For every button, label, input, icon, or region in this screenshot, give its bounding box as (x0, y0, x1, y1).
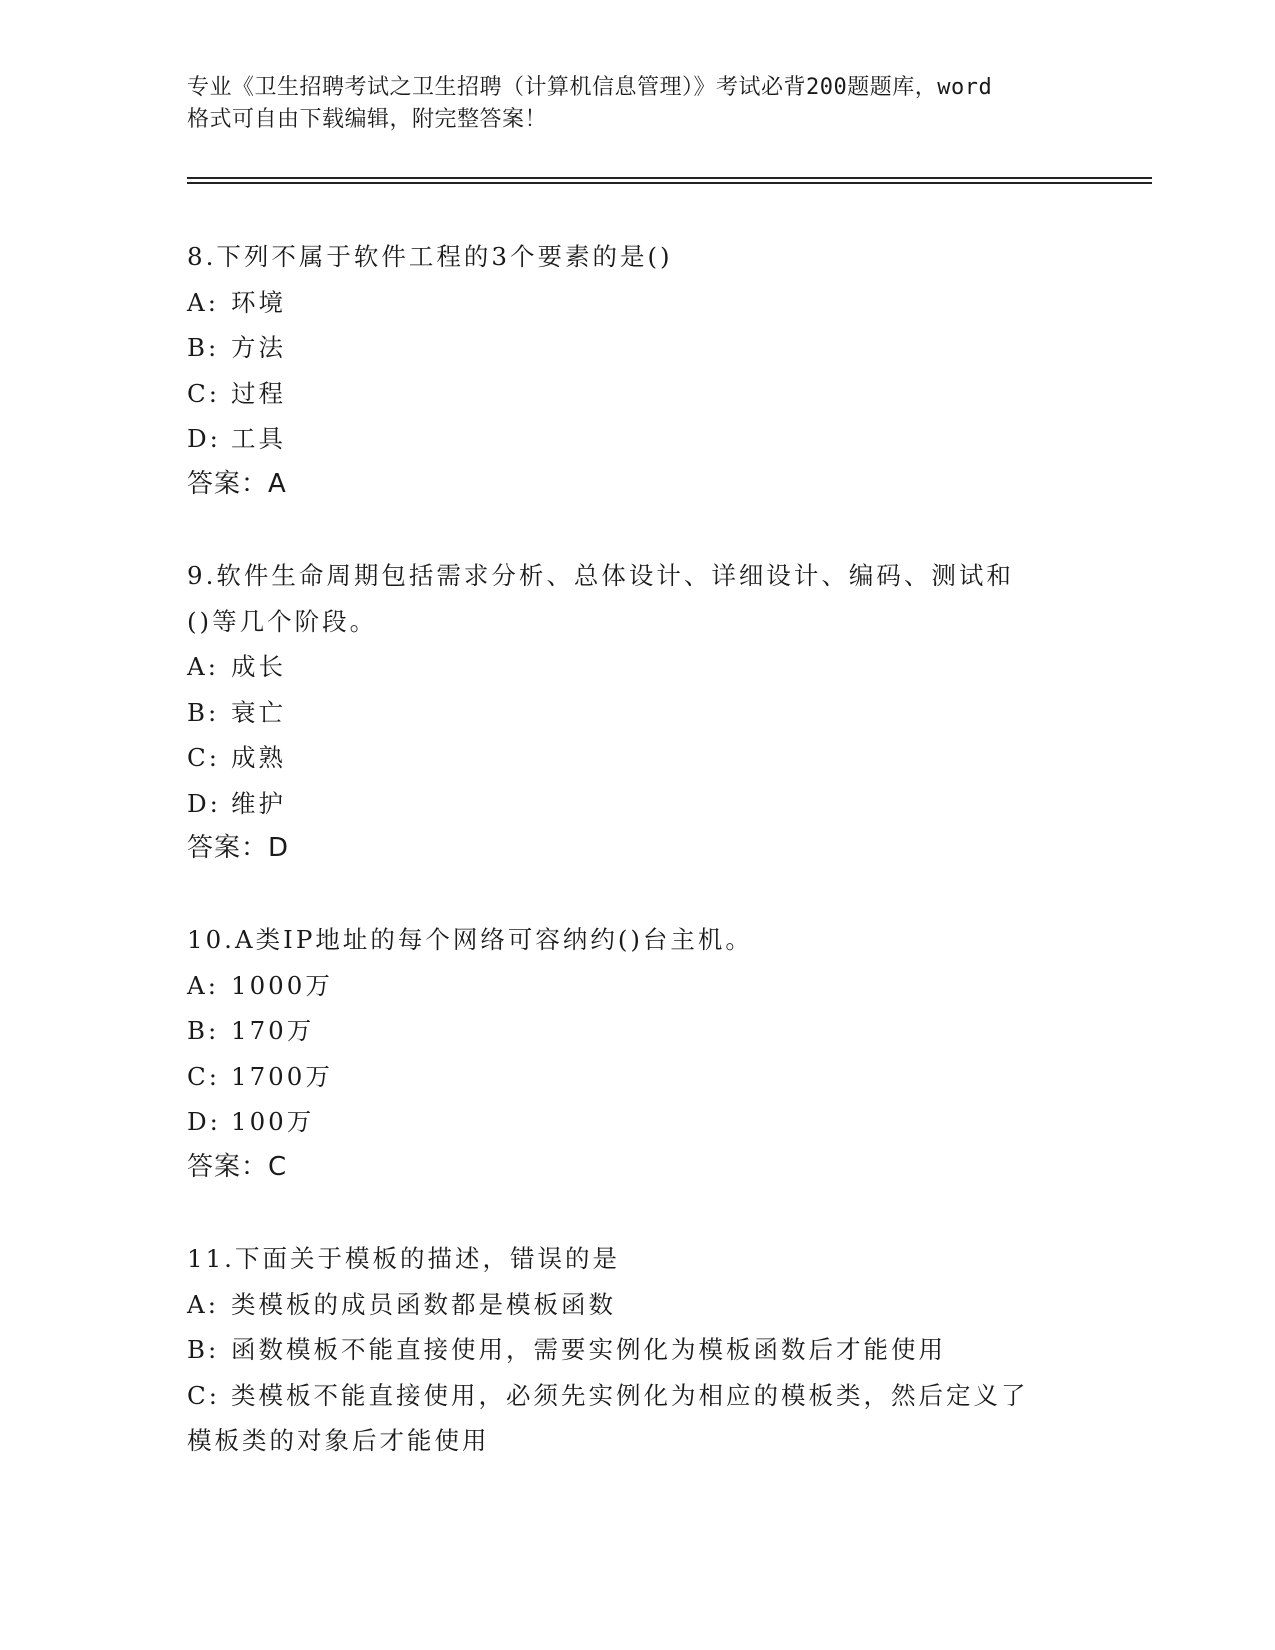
option-text: 1000万 (231, 970, 333, 1000)
option-key: A: (187, 970, 219, 1000)
option-text: 维护 (231, 788, 286, 818)
option-text: 环境 (231, 287, 286, 317)
question-stem-line-1: 9.软件生命周期包括需求分析、总体设计、详细设计、编码、测试和 (187, 561, 1014, 590)
option-text: 方法 (231, 333, 286, 362)
option-c-continuation: 模板类的对象后才能使用 (187, 1426, 490, 1455)
option-b (187, 1327, 1067, 1373)
option-key: B: (187, 1016, 220, 1045)
option-d (187, 1099, 1067, 1145)
option-key: B: (187, 333, 220, 362)
header-divider-bottom (187, 182, 1152, 184)
option-c (187, 735, 1067, 781)
option-d (187, 781, 1067, 827)
option-key: A: (187, 1289, 219, 1319)
option-key: D: (187, 1107, 221, 1136)
answer-line: 答案：C (187, 1151, 288, 1182)
question-stem: 10.A类IP地址的每个网络可容纳约()台主机。 (187, 925, 753, 954)
header-divider-top (187, 177, 1152, 179)
option-d (187, 416, 1067, 462)
document-header (187, 72, 1087, 136)
option-b (187, 1008, 1067, 1054)
option-c (187, 1054, 1067, 1100)
option-text: 170万 (231, 1016, 315, 1045)
option-b (187, 690, 1067, 736)
option-text: 1700万 (231, 1061, 333, 1091)
option-a (187, 963, 1067, 1009)
option-key: C: (187, 1380, 221, 1410)
option-text: 工具 (231, 424, 286, 453)
answer-line: 答案：D (187, 833, 290, 863)
option-text: 类模板的成员函数都是模板函数 (231, 1289, 616, 1319)
header-line-1: 专业《卫生招聘考试之卫生招聘（计算机信息管理）》考试必背200题题库，word (187, 75, 993, 100)
option-key: C: (187, 1061, 221, 1091)
option-text: 100万 (231, 1107, 315, 1136)
option-a (187, 1282, 1067, 1328)
option-c (187, 371, 1067, 417)
option-b (187, 325, 1067, 371)
answer-line: 答案：A (187, 468, 287, 499)
option-key: D: (187, 424, 221, 453)
option-text: 函数模板不能直接使用，需要实例化为模板函数后才能使用 (231, 1335, 946, 1364)
option-text: 过程 (231, 378, 286, 408)
option-text: 成熟 (231, 743, 286, 772)
question-11 (187, 1236, 1067, 1464)
question-10 (187, 917, 1067, 1190)
option-key: C: (187, 378, 221, 408)
option-key: B: (187, 697, 220, 727)
option-key: A: (187, 652, 219, 681)
option-key: C: (187, 743, 221, 772)
question-8 (187, 234, 1067, 507)
question-stem: 11.下面关于模板的描述，错误的是 (187, 1244, 620, 1273)
option-key: D: (187, 788, 221, 818)
option-a (187, 280, 1067, 326)
question-stem-line-2: ()等几个阶段。 (187, 606, 378, 636)
option-key: A: (187, 287, 219, 317)
option-a (187, 644, 1067, 690)
option-key: B: (187, 1335, 220, 1364)
option-text: 成长 (231, 652, 286, 681)
question-stem: 8.下列不属于软件工程的3个要素的是() (187, 242, 673, 271)
question-9 (187, 553, 1067, 872)
option-text: 类模板不能直接使用，必须先实例化为相应的模板类，然后定义了 (231, 1380, 1029, 1410)
header-line-2: 格式可自由下载编辑，附完整答案！ (187, 107, 548, 132)
option-c (187, 1373, 1067, 1419)
option-text: 衰亡 (231, 697, 286, 727)
